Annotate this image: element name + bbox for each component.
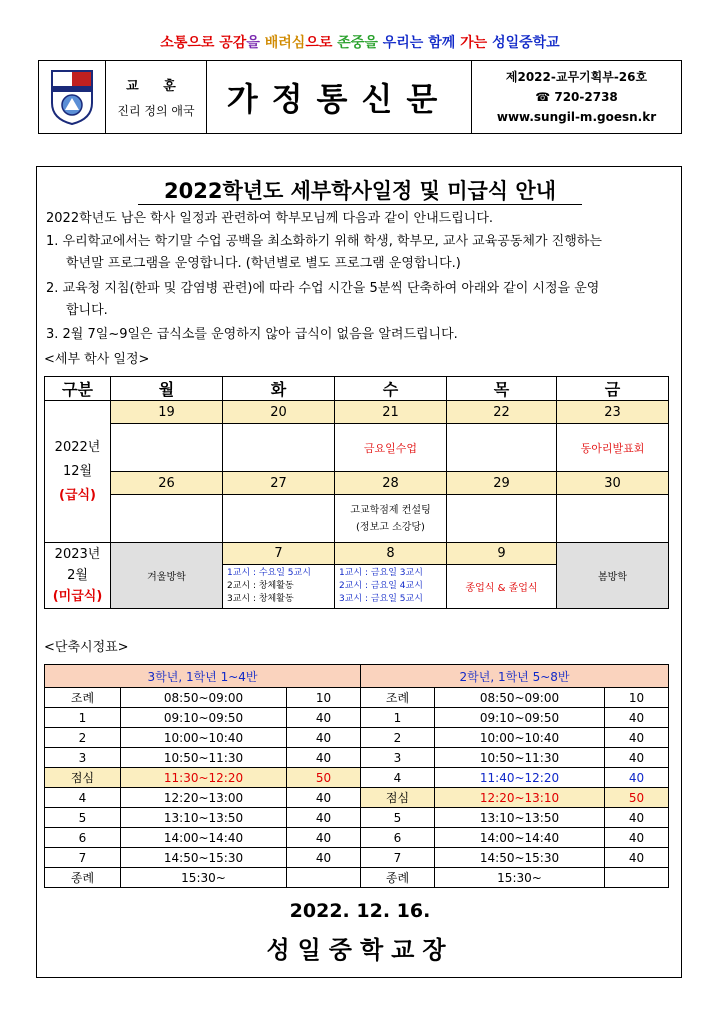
period-cell: 점심	[361, 788, 435, 808]
period-line: 1교시 : 수요일 5교시	[227, 568, 311, 578]
table-row	[45, 788, 669, 808]
period-line: 3교시 : 금요일 5교시	[339, 594, 423, 604]
time-cell: 10:50~11:30	[121, 748, 287, 768]
event-consulting-line: 고교학점제 컨설팅	[350, 504, 431, 516]
motto-text: 진리 정의 애국	[117, 104, 195, 118]
timetable-left-header: 3학년, 1학년 1~4반	[45, 665, 361, 688]
event-cell	[223, 424, 335, 472]
feb-label	[45, 543, 111, 609]
minutes-cell: 50	[287, 768, 361, 788]
slogan-segment: 우리는	[382, 35, 429, 51]
date-cell: 30	[557, 472, 669, 495]
period-line: 2교시 : 금요일 4교시	[339, 581, 423, 591]
minutes-cell: 40	[287, 708, 361, 728]
period-cell: 6	[361, 828, 435, 848]
time-cell: 13:10~13:50	[435, 808, 605, 828]
academic-schedule-table	[44, 376, 669, 609]
motto-cell	[106, 61, 207, 134]
date-cell: 22	[447, 401, 557, 424]
event-cell	[557, 495, 669, 543]
item-2-line-2: 합니다.	[66, 303, 108, 318]
time-cell: 10:50~11:30	[435, 748, 605, 768]
table-row	[45, 708, 669, 728]
header-category: 구분	[45, 377, 111, 401]
date-cell: 28	[335, 472, 447, 495]
feb-wed-periods	[335, 565, 447, 609]
date-cell: 26	[111, 472, 223, 495]
period-cell: 7	[45, 848, 121, 868]
header-tue: 화	[223, 377, 335, 401]
table-row	[45, 688, 669, 708]
date-cell: 20	[223, 401, 335, 424]
dec-meal-note: (급식)	[59, 487, 96, 503]
timetable-right-header: 2학년, 1학년 5~8반	[361, 665, 669, 688]
minutes-cell: 40	[605, 748, 669, 768]
period-line: 2교시 : 창체활동	[227, 581, 294, 591]
minutes-cell: 40	[605, 728, 669, 748]
event-cell	[111, 495, 223, 543]
slogan-segment: 공감	[219, 35, 247, 51]
header-mon: 월	[111, 377, 223, 401]
letterhead	[38, 60, 682, 134]
time-cell: 12:20~13:00	[121, 788, 287, 808]
title-underline	[138, 204, 582, 205]
time-cell: 08:50~09:00	[435, 688, 605, 708]
period-cell: 종례	[361, 868, 435, 888]
phone-number: ☎ 720-2738	[535, 90, 618, 104]
minutes-cell: 40	[605, 808, 669, 828]
period-line: 3교시 : 창체활동	[227, 594, 294, 604]
event-club-presentation: 동아리발표회	[557, 424, 669, 472]
time-cell: 11:40~12:20	[435, 768, 605, 788]
minutes-cell: 40	[287, 848, 361, 868]
time-cell: 10:00~10:40	[121, 728, 287, 748]
minutes-cell: 10	[287, 688, 361, 708]
period-cell: 3	[361, 748, 435, 768]
period-cell: 종례	[45, 868, 121, 888]
period-cell: 4	[45, 788, 121, 808]
header-fri: 금	[557, 377, 669, 401]
document-title: 2022학년도 세부학사일정 및 미급식 안내	[164, 179, 556, 203]
item-1-line-2: 학년말 프로그램을 운영합니다. (학년별로 별도 프로그램 운영합니다.)	[66, 256, 461, 271]
minutes-cell: 40	[287, 828, 361, 848]
logo-cell	[39, 61, 106, 134]
shortened-timetable	[44, 664, 669, 888]
school-slogan	[0, 32, 720, 52]
minutes-cell: 50	[605, 788, 669, 808]
date-cell: 7	[223, 543, 335, 565]
feb-tue-periods	[223, 565, 335, 609]
dec-year: 2022년	[54, 439, 101, 455]
time-cell: 13:10~13:50	[121, 808, 287, 828]
slogan-segment: 을	[364, 35, 383, 51]
website-link[interactable]: www.sungil-m.goesn.kr	[496, 110, 657, 124]
period-cell: 5	[361, 808, 435, 828]
slogan-segment: 으로	[305, 35, 338, 51]
event-consulting-place: (정보고 소강당)	[356, 521, 425, 533]
header-thu: 목	[447, 377, 557, 401]
item-1-line-1: 1. 우리학교에서는 학기말 수업 공백을 최소화하기 위해 학생, 학부모, 교사 교육공동체가 진행하는	[46, 234, 602, 249]
time-cell: 10:00~10:40	[435, 728, 605, 748]
table-row	[45, 868, 669, 888]
slogan-segment: 을	[246, 35, 265, 51]
date-cell: 8	[335, 543, 447, 565]
minutes-cell: 40	[287, 728, 361, 748]
table-row	[45, 728, 669, 748]
timetable-label: <단축시정표>	[44, 640, 129, 655]
issue-date: 2022. 12. 16.	[289, 900, 431, 922]
event-friday-class: 금요일수업	[335, 424, 447, 472]
event-cell	[447, 495, 557, 543]
date-cell: 23	[557, 401, 669, 424]
motto-title: 교 훈	[126, 79, 186, 94]
intro-text: 2022학년도 남은 학사 일정과 관련하여 학부모님께 다음과 같이 안내드립니다.	[46, 211, 494, 226]
time-cell: 08:50~09:00	[121, 688, 287, 708]
schedule-label: <세부 학사 일정>	[44, 352, 150, 367]
time-cell: 14:50~15:30	[121, 848, 287, 868]
minutes-cell	[287, 868, 361, 888]
table-row	[45, 828, 669, 848]
table-row	[45, 808, 669, 828]
winter-vacation: 겨울방학	[111, 543, 223, 609]
doc-info-cell	[472, 61, 682, 134]
minutes-cell: 40	[287, 788, 361, 808]
minutes-cell: 40	[605, 768, 669, 788]
minutes-cell: 40	[605, 828, 669, 848]
time-cell: 12:20~13:10	[435, 788, 605, 808]
time-cell: 15:30~	[435, 868, 605, 888]
period-cell: 7	[361, 848, 435, 868]
period-cell: 조례	[361, 688, 435, 708]
period-cell: 2	[45, 728, 121, 748]
period-cell: 1	[361, 708, 435, 728]
principal-signature: 성일중학교장	[266, 936, 454, 964]
item-3: 3. 2월 7일~9일은 급식소를 운영하지 않아 급식이 없음을 알려드립니다.	[46, 327, 458, 342]
item-2-line-1: 2. 교육청 지침(한파 및 감염병 관련)에 따라 수업 시간을 5분씩 단축하여 아래와 같이 시정을 운영	[46, 281, 600, 296]
slogan-segment: 가는	[460, 35, 493, 51]
header-wed: 수	[335, 377, 447, 401]
date-cell: 9	[447, 543, 557, 565]
date-cell: 19	[111, 401, 223, 424]
feb-meal-note: (미급식)	[52, 589, 103, 604]
table-row	[45, 848, 669, 868]
closing-ceremony: 종업식 & 졸업식	[447, 565, 557, 609]
minutes-cell: 40	[605, 708, 669, 728]
dec-month: 12월	[62, 463, 93, 479]
period-cell: 조례	[45, 688, 121, 708]
table-row	[45, 768, 669, 788]
title-cell	[207, 61, 472, 134]
time-cell: 14:00~14:40	[435, 828, 605, 848]
time-cell: 15:30~	[121, 868, 287, 888]
period-line: 1교시 : 금요일 3교시	[339, 568, 423, 578]
period-cell: 1	[45, 708, 121, 728]
date-cell: 27	[223, 472, 335, 495]
newsletter-title: 가정통신문	[226, 80, 452, 118]
event-credit-consulting	[335, 495, 447, 543]
time-cell: 14:50~15:30	[435, 848, 605, 868]
minutes-cell	[605, 868, 669, 888]
period-cell: 2	[361, 728, 435, 748]
slogan-segment: 존중	[337, 35, 365, 51]
time-cell: 09:10~09:50	[121, 708, 287, 728]
event-cell	[447, 424, 557, 472]
table-row	[45, 748, 669, 768]
minutes-cell: 10	[605, 688, 669, 708]
date-cell: 29	[447, 472, 557, 495]
school-logo	[50, 69, 94, 125]
date-cell: 21	[335, 401, 447, 424]
slogan-segment: 함께	[428, 35, 461, 51]
feb-year: 2023년	[54, 547, 101, 562]
time-cell: 11:30~12:20	[121, 768, 287, 788]
event-cell	[223, 495, 335, 543]
period-cell: 5	[45, 808, 121, 828]
period-cell: 6	[45, 828, 121, 848]
dec-label	[45, 401, 111, 543]
spring-vacation: 봄방학	[557, 543, 669, 609]
period-cell: 3	[45, 748, 121, 768]
event-cell	[111, 424, 223, 472]
period-cell: 4	[361, 768, 435, 788]
minutes-cell: 40	[287, 748, 361, 768]
minutes-cell: 40	[287, 808, 361, 828]
slogan-segment: 배려심	[264, 35, 306, 51]
minutes-cell: 40	[605, 848, 669, 868]
feb-month: 2월	[67, 568, 88, 583]
period-cell: 점심	[45, 768, 121, 788]
slogan-segment: 소통으로	[160, 35, 220, 51]
doc-number: 제2022-교무기획부-26호	[505, 70, 648, 84]
slogan-segment: 성일중학교	[492, 35, 560, 51]
time-cell: 14:00~14:40	[121, 828, 287, 848]
time-cell: 09:10~09:50	[435, 708, 605, 728]
